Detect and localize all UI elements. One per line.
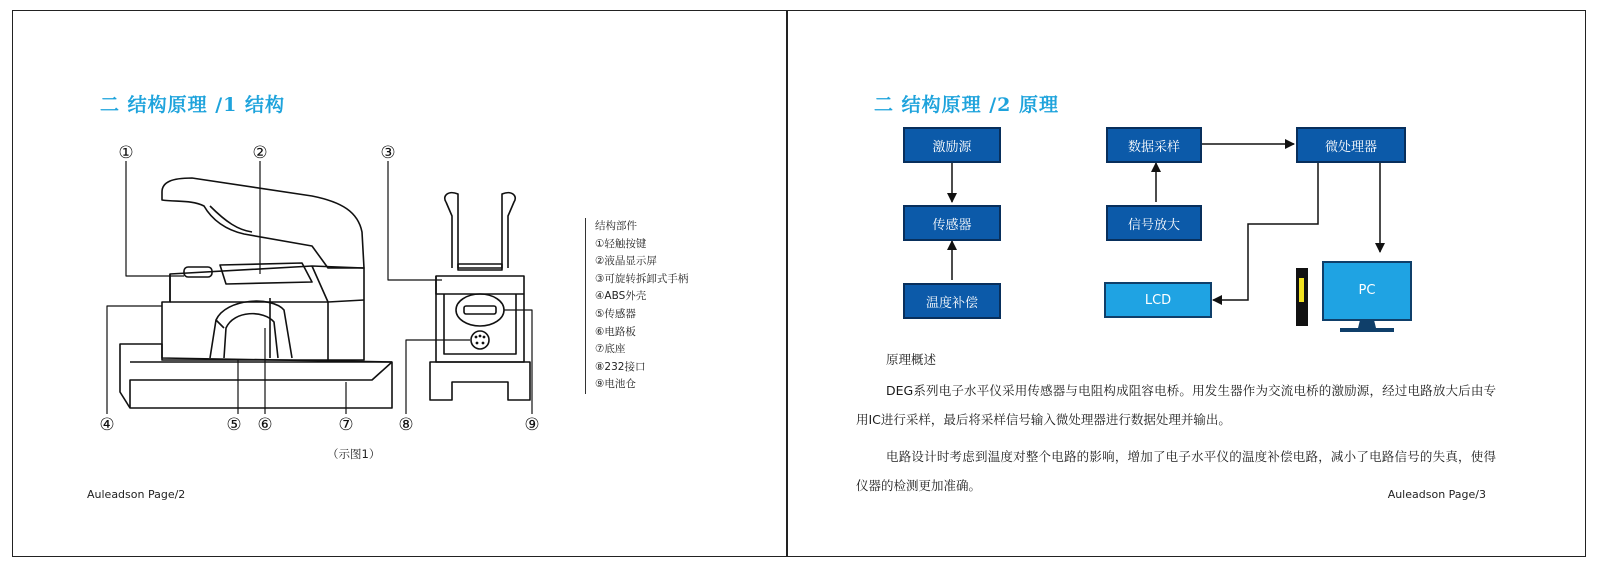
part-item: ⑦底座: [595, 343, 626, 356]
part-item: ④ABS外壳: [595, 290, 647, 303]
block-data-sampling: 数据采样: [1106, 127, 1202, 163]
sensor-tunnel: [210, 301, 292, 358]
part-item: ⑤传感器: [595, 307, 636, 320]
section-heading: 二 结构原理 /2 原理: [874, 94, 1060, 116]
figure-caption: （示图1）: [327, 447, 381, 461]
callout-1: ①: [118, 143, 134, 163]
part-item: ②液晶显示屏: [595, 255, 657, 268]
part-item: ⑥电路板: [595, 325, 636, 338]
block-sensor: 传感器: [903, 205, 1001, 241]
section-heading: 二 结构原理 /1 结构: [100, 94, 286, 116]
side-base: [430, 362, 530, 400]
block-temp-compensation: 温度补偿: [903, 283, 1001, 319]
page-3: [788, 10, 1586, 557]
part-item: ⑨电池仓: [595, 378, 636, 391]
rs232-port: [471, 331, 489, 349]
block-microprocessor: 微处理器: [1296, 127, 1406, 163]
page-footer: Auleadson Page/2: [87, 488, 186, 501]
block-excitation: 激励源: [903, 127, 1001, 163]
pc-label: PC: [1358, 283, 1376, 298]
callout-5: ⑤: [226, 415, 242, 435]
callout-2: ②: [252, 143, 268, 163]
parts-list: [585, 218, 688, 394]
callout-8: ⑧: [398, 415, 414, 435]
callout-6: ⑥: [257, 415, 273, 435]
callout-3: ③: [380, 143, 396, 163]
principle-summary: [856, 350, 1496, 508]
side-handle: [445, 193, 516, 268]
part-item: ①轻触按键: [595, 237, 647, 250]
callout-9: ⑨: [524, 415, 540, 435]
pc-icon: [1296, 262, 1411, 332]
device-body: [162, 266, 364, 360]
summary-paragraph: 电路设计时考虑到温度对整个电路的影响，增加了电子水平仪的温度补偿电路，减小了电路信号的失真，使得仪器的检测更加准确。: [856, 449, 1496, 493]
parts-title: 结构部件: [595, 220, 637, 232]
block-lcd: LCD: [1104, 282, 1212, 318]
block-signal-amplifier: 信号放大: [1106, 205, 1202, 241]
summary-paragraph: DEG系列电子水平仪采用传感器与电阻构成阻容电桥。用发生器作为交流电桥的激励源，经过电路放大后由专用IC进行采样，最后将采样信号输入微处理器进行数据处理并输出。: [856, 383, 1496, 427]
callout-7: ⑦: [338, 415, 354, 435]
device-handle: [162, 178, 364, 268]
device-base: [120, 344, 392, 408]
page-2: [12, 10, 786, 557]
part-item: ③可旋转拆卸式手柄: [595, 272, 689, 285]
callout-4: ④: [99, 415, 115, 435]
page-footer: Auleadson Page/3: [1387, 488, 1486, 501]
part-item: ⑧232接口: [595, 360, 646, 373]
summary-title: 原理概述: [886, 352, 937, 367]
